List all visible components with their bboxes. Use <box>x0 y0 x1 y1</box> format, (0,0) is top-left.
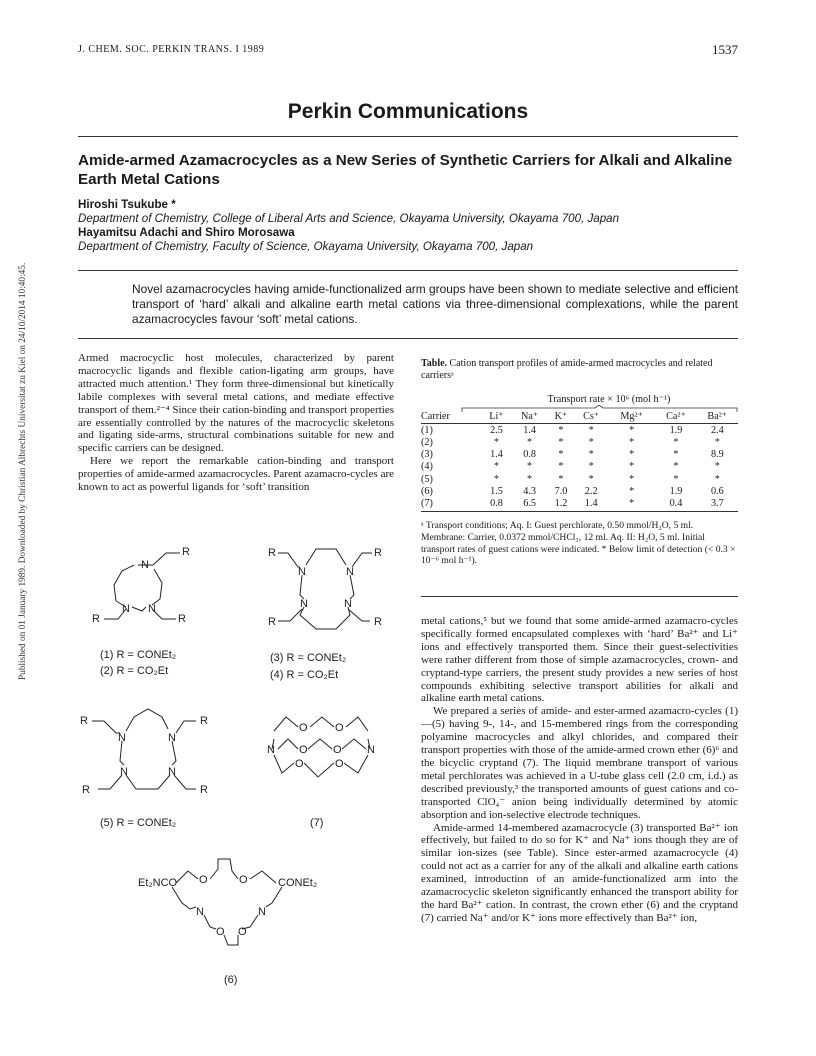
atom-label: O <box>333 744 342 756</box>
download-sidebar: Published on 01 January 1989. Downloaded by Christian Albrechts Universitat zu Kiel on 24/10/2014 10:40:45. <box>18 262 28 680</box>
table-spanner: Transport rate × 10⁶ (mol h⁻¹) <box>547 394 671 405</box>
atom-label: O <box>216 926 225 938</box>
table-cell: (1) <box>421 424 433 436</box>
table-header: Carrier <box>421 410 450 422</box>
table-cell: * <box>673 436 679 448</box>
table-cell: * <box>629 497 635 509</box>
atom-label: N <box>267 744 275 756</box>
atom-label: R <box>182 546 190 558</box>
atom-label: O <box>199 874 208 886</box>
atom-label: N <box>148 603 156 615</box>
substituent-label: Et₂NCO <box>138 877 178 889</box>
atom-label: R <box>374 547 382 559</box>
table-cell: 2.2 <box>584 485 598 497</box>
atom-label: N <box>118 732 126 744</box>
table-cell: * <box>714 461 720 473</box>
atom-label: O <box>295 758 304 770</box>
table-cell: 0.8 <box>523 449 536 461</box>
table-cell: 0.6 <box>710 485 724 497</box>
structure-1-label: (1) R = CONEt₂ <box>100 649 177 661</box>
table-cell: 1.2 <box>554 497 568 509</box>
chemical-structures <box>78 535 408 995</box>
abstract: Novel azamacrocycles having amide-functionalized arm groups have been shown to mediate selective and efficient transport of ‘hard’ alkali and alkaline earth metal cations via three-dimensional complexations, while the parent azamacrocycles favour ‘soft’ metal cations. <box>132 282 738 326</box>
table-cell: * <box>629 424 635 436</box>
table-cell: 7.0 <box>554 485 568 497</box>
structure-1-2 <box>92 546 190 625</box>
table-cell: * <box>588 449 594 461</box>
table-cell: * <box>558 436 564 448</box>
atom-label: N <box>300 598 308 610</box>
table-cell: * <box>558 424 564 436</box>
table-cell: * <box>527 473 533 485</box>
structure-5-label: (5) R = CONEt₂ <box>100 817 177 829</box>
author-affiliation: Department of Chemistry, Faculty of Science, Okayama University, Okayama 700, Japan <box>78 240 534 253</box>
author-name: Hayamitsu Adachi and Shiro Morosawa <box>78 226 295 239</box>
atom-label: N <box>168 766 176 778</box>
table-cell: (7) <box>421 497 433 509</box>
structure-7 <box>267 717 375 777</box>
table-cell: * <box>673 461 679 473</box>
table-cell: * <box>588 473 594 485</box>
substituent-label: CONEt₂ <box>278 877 318 889</box>
table-cell: * <box>629 485 635 497</box>
paragraph: metal cations,⁵ but we found that some amide-armed azamacro-cycles specifically formed encapsulated complexes with ‘hard’ Ba²⁺ and Li⁺ ions and effectively transported them. Since their guest-selectivities were rather different from those of simple azamacrocycles, crown- and cryptand-type carriers, the present study provides a new series of host compounds exhibiting selective transport abilities for alkali and alkaline earth metal cations. <box>421 615 738 705</box>
table-bottom-rule <box>421 596 738 597</box>
table-row <box>421 473 738 485</box>
table-header: Li⁺ <box>489 410 504 422</box>
table-cell: 1.5 <box>490 485 503 497</box>
atom-label: N <box>367 744 375 756</box>
atom-label: R <box>200 715 208 727</box>
table-header: Mg²⁺ <box>620 410 643 422</box>
atom-label: O <box>238 926 247 938</box>
table-cell: (2) <box>421 436 433 448</box>
table-cell: * <box>588 461 594 473</box>
atom-label: N <box>120 766 128 778</box>
table-cell: * <box>673 473 679 485</box>
atom-label: N <box>258 906 266 918</box>
running-head: J. CHEM. SOC. PERKIN TRANS. I 1989 <box>78 44 265 55</box>
transport-table <box>421 410 738 513</box>
table-cell: (5) <box>421 473 433 485</box>
atom-label: R <box>268 547 276 559</box>
table-header: Cs⁺ <box>583 410 600 422</box>
table-cell: 1.9 <box>669 485 683 497</box>
table-header: K⁺ <box>554 410 568 422</box>
table-cell: * <box>527 461 533 473</box>
table-cell: * <box>673 449 679 461</box>
structure-7-label: (7) <box>310 817 324 829</box>
table-footnote: ᵃ Transport conditions; Aq. I: Guest perchlorate, 0.50 mmol/H₂O, 5 ml. Membrane: Carrier, 0.0372 mmol/CHCl₃, 12 ml. Aq. II: H₂O, 5 ml. Initial transport rates of guest cations were indicated. * Below limit of detection (< 0.3 × 10⁻⁶ mol h⁻¹). <box>421 520 736 567</box>
table-cell: * <box>493 473 499 485</box>
atom-label: R <box>268 616 276 628</box>
structure-2-label: (2) R = CO₂Et <box>100 665 169 677</box>
structure-3-label: (3) R = CONEt₂ <box>270 652 347 664</box>
abstract-rule-top <box>78 270 738 271</box>
paragraph: We prepared a series of amide- and ester-armed azamacro-cycles (1)—(5) having 9-, 14-, and 15-membered rings from the corresponding polyamine macrocycles and alkyl chlorides, and compared their transport properties with those of the amide-armed crown ether (6)⁶ and the bicyclic cryptand (7). The liquid membrane transport of various metal perchlorates was achieved in a U-tube glass cell (2.0 cm, i.d.) as described previously,³ the transported amounts of guest cations and co-transported ClO₄⁻ anion being individually determined by atomic absorption and ion-selective electrode techniques. <box>421 705 738 821</box>
table-cell: 4.3 <box>523 485 536 497</box>
paragraph: Here we report the remarkable cation-binding and transport properties of amide-armed azamacrocycles. Parent azamacro-cycles are known to act as powerful ligands for ‘soft’ transition <box>78 455 394 494</box>
table-row <box>421 436 738 448</box>
left-column-text <box>78 352 394 494</box>
section-title: Perkin Communications <box>287 100 529 123</box>
table-caption-label: Table. <box>421 358 448 369</box>
table-cell: * <box>714 473 720 485</box>
right-column-text <box>421 615 738 925</box>
author-name: Hiroshi Tsukube * <box>78 198 176 211</box>
table-cell: 0.8 <box>490 497 503 509</box>
table-header: Ba²⁺ <box>707 410 728 422</box>
article-title: Amide-armed Azamacrocycles as a New Series of Synthetic Carriers for Alkali and Alkaline Earth Metal Cations <box>78 152 733 188</box>
table-cell: 1.9 <box>669 424 683 436</box>
atom-label: N <box>168 732 176 744</box>
table-cell: * <box>558 473 564 485</box>
atom-label: N <box>346 566 354 578</box>
structure-6 <box>138 859 317 945</box>
table-cell: * <box>558 449 564 461</box>
paragraph: Armed macrocyclic host molecules, characterized by parent macrocyclic ligands and flexible cation-ligating arm groups, have attracted much attention.¹ They form three-dimensional but kinetically labile complexes with several metal cations, and mediate effective transport of them.²⁻⁴ Since their cation-binding and transport properties are essentially controlled by the natures of the macrocyclic skeletons and ligating side-arms, structural combinations suitable for new and specific carriers can be designed. <box>78 352 394 455</box>
atom-label: O <box>299 744 308 756</box>
atom-label: N <box>141 559 149 571</box>
page-number: 1537 <box>712 42 738 57</box>
table-cell: * <box>493 461 499 473</box>
table-cell: 2.4 <box>710 424 724 436</box>
atom-label: O <box>299 722 308 734</box>
table-cell: * <box>714 436 720 448</box>
table-cell: * <box>629 436 635 448</box>
atom-label: N <box>344 598 352 610</box>
table-cell: 3.7 <box>710 497 724 509</box>
structure-6-label: (6) <box>224 974 238 986</box>
atom-label: R <box>80 715 88 727</box>
abstract-rule-bottom <box>78 338 738 339</box>
atom-label: O <box>239 874 248 886</box>
author-block <box>78 198 738 254</box>
atom-label: N <box>122 603 130 615</box>
table-row <box>421 497 738 509</box>
structure-4-label: (4) R = CO₂Et <box>270 669 339 681</box>
table-row <box>421 424 738 436</box>
table-cell: * <box>629 473 635 485</box>
table-row <box>421 449 738 461</box>
table-cell: 1.4 <box>523 424 536 436</box>
table-cell: * <box>629 461 635 473</box>
table-cell: * <box>588 436 594 448</box>
table-cell: 1.4 <box>584 497 598 509</box>
table-row <box>421 485 738 497</box>
table-cell: * <box>588 424 594 436</box>
title-rule <box>78 136 738 137</box>
atom-label: R <box>82 784 90 796</box>
table-header: Na⁺ <box>520 410 539 422</box>
author-affiliation: Department of Chemistry, College of Liberal Arts and Science, Okayama University, Okayama 700, Japan <box>78 212 620 225</box>
table-cell: 0.4 <box>669 497 683 509</box>
structure-3-4 <box>268 547 382 629</box>
table-cell: * <box>527 436 533 448</box>
table-cell: * <box>558 461 564 473</box>
table-caption-text: Cation transport profiles of amide-armed macrocycles and related carriersᵃ <box>421 358 713 381</box>
atom-label: O <box>335 722 344 734</box>
table-cell: 2.5 <box>490 424 503 436</box>
table-cell: (4) <box>421 461 433 473</box>
atom-label: O <box>335 758 344 770</box>
atom-label: N <box>196 906 204 918</box>
paragraph: Amide-armed 14-membered azamacrocycle (3) transported Ba²⁺ ion effectively, but failed to do so for K⁺ and Na⁺ ions though they are of similar ion-sizes (see Table). Since ester-armed azamacrocycle (4) could not act as a carrier for any of the alkali and alkaline earth cations examined, introduction of an amide-functionalized arm into the azamacrocyclic skeleton significantly enhanced the transport ability for the hard Ba²⁺ cation. In contrast, the crown ether (6) and the cryptand (7) carried Na⁺ and/or K⁺ ions more effectively than Ba²⁺ ion, <box>421 821 738 924</box>
table-header: Ca²⁺ <box>666 410 686 422</box>
table-cell: (6) <box>421 485 433 497</box>
atom-label: N <box>298 566 306 578</box>
table-cell: * <box>629 449 635 461</box>
atom-label: R <box>374 616 382 628</box>
table-cell: (3) <box>421 449 433 461</box>
table-header-row <box>421 410 738 422</box>
table-cell: * <box>493 436 499 448</box>
atom-label: R <box>200 784 208 796</box>
table-cell: 1.4 <box>490 449 503 461</box>
structure-5 <box>80 709 208 796</box>
table-caption <box>421 358 738 382</box>
table-cell: 6.5 <box>523 497 536 509</box>
atom-label: R <box>178 613 186 625</box>
atom-label: R <box>92 613 100 625</box>
table-cell: 8.9 <box>710 449 724 461</box>
table-row <box>421 461 738 473</box>
